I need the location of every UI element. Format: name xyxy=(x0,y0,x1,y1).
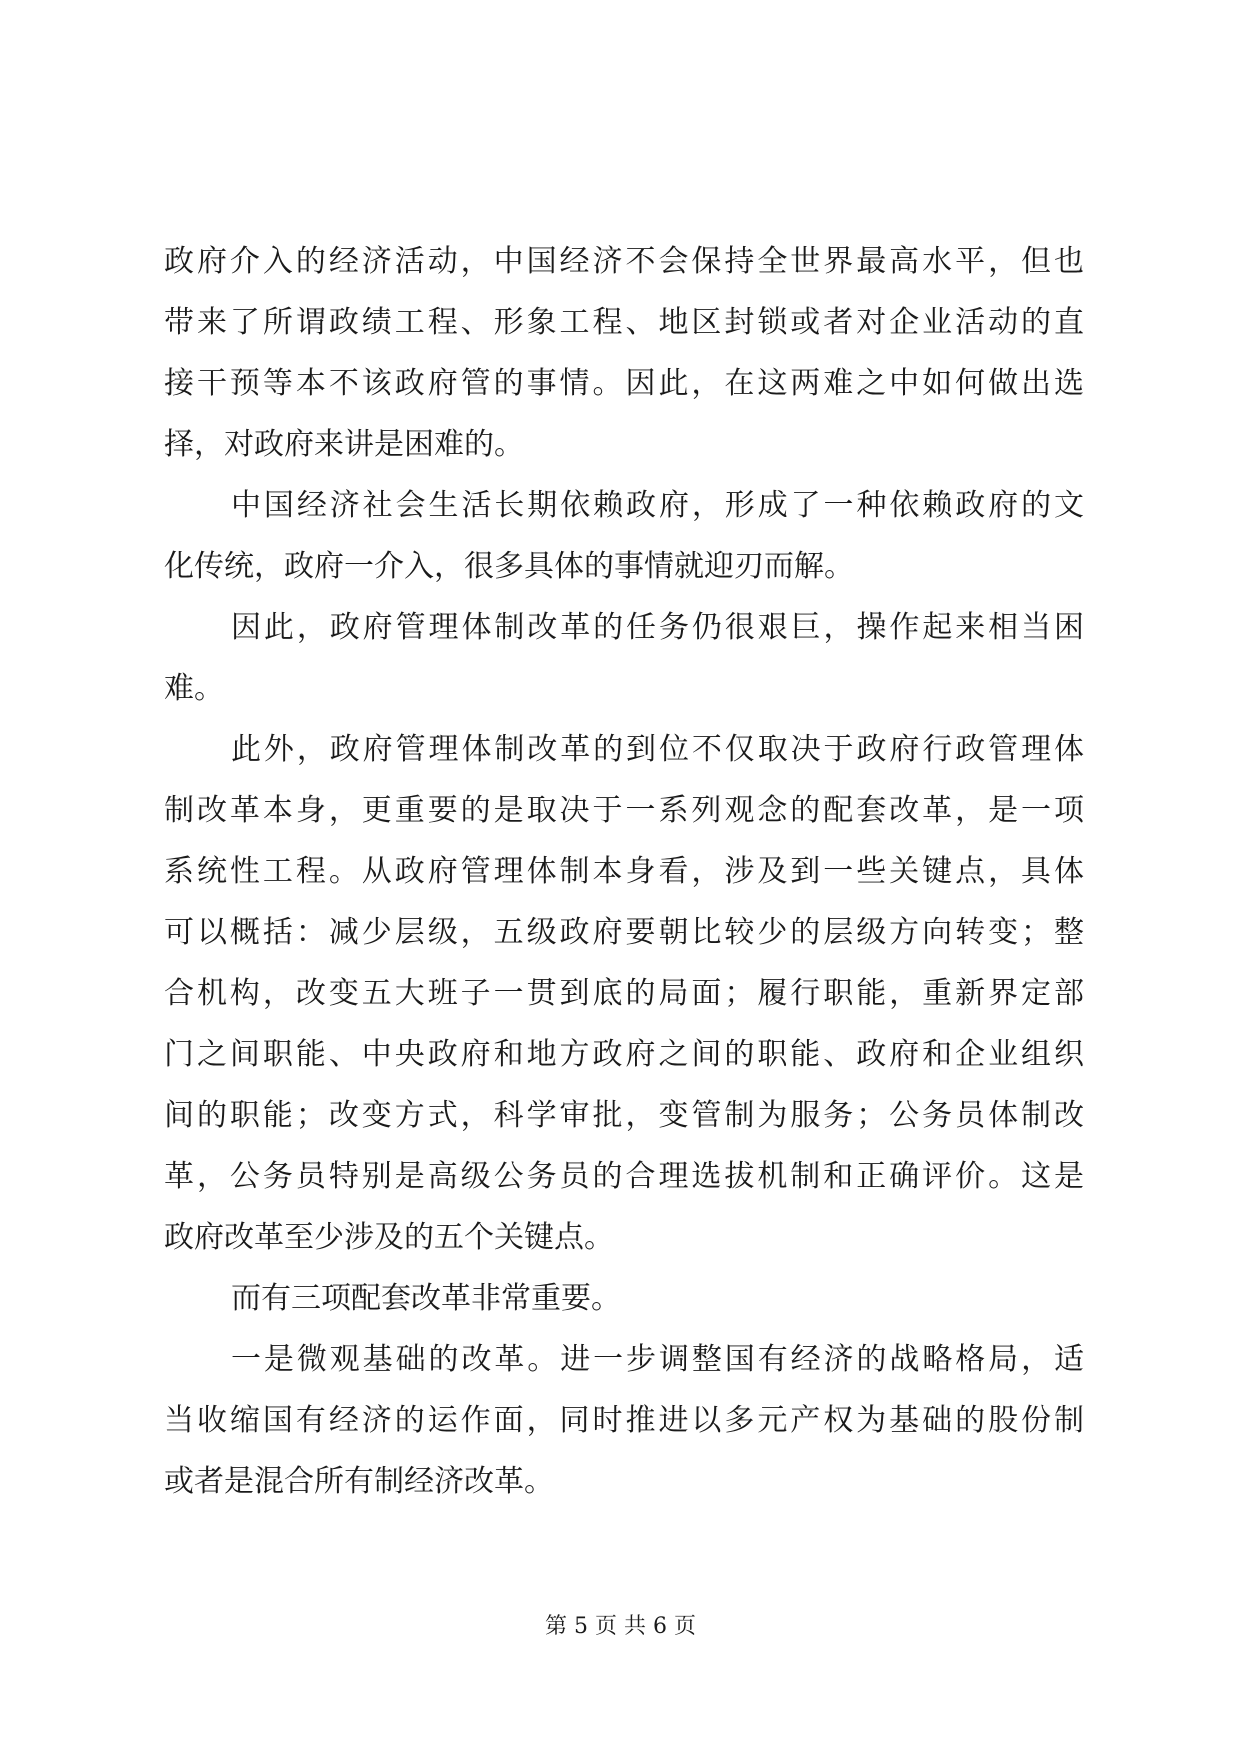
text-line: 制改革本身，更重要的是取决于一系列观念的配套改革，是一项 xyxy=(164,793,1084,828)
text-line: 当收缩国有经济的运作面，同时推进以多元产权为基础的股份制 xyxy=(164,1403,1084,1438)
text-line: 可以概括：减少层级，五级政府要朝比较少的层级方向转变；整 xyxy=(164,915,1084,950)
text-line: 间的职能；改变方式，科学审批，变管制为服务；公务员体制改 xyxy=(164,1098,1084,1133)
page-number-footer: 第 5 页 共 6 页 xyxy=(545,1614,696,1639)
paragraph-first-line: 此外，政府管理体制改革的到位不仅取决于政府行政管理体 xyxy=(231,732,1084,767)
text-line: 门之间职能、中央政府和地方政府之间的职能、政府和企业组织 xyxy=(164,1037,1084,1072)
text-line: 政府介入的经济活动，中国经济不会保持全世界最高水平，但也 xyxy=(164,244,1084,279)
text-line: 择，对政府来讲是困难的。 xyxy=(164,427,524,462)
text-line: 难。 xyxy=(164,671,224,706)
text-line: 或者是混合所有制经济改革。 xyxy=(164,1464,554,1499)
paragraph-first-line: 因此，政府管理体制改革的任务仍很艰巨，操作起来相当困 xyxy=(231,610,1084,645)
paragraph-first-line: 一是微观基础的改革。进一步调整国有经济的战略格局，适 xyxy=(231,1342,1084,1377)
text-line: 合机构，改变五大班子一贯到底的局面；履行职能，重新界定部 xyxy=(164,976,1084,1011)
text-line: 接干预等本不该政府管的事情。因此，在这两难之中如何做出选 xyxy=(164,366,1084,401)
text-line: 化传统，政府一介入，很多具体的事情就迎刃而解。 xyxy=(164,549,854,584)
paragraph-first-line: 而有三项配套改革非常重要。 xyxy=(231,1281,621,1316)
paragraph-first-line: 中国经济社会生活长期依赖政府，形成了一种依赖政府的文 xyxy=(231,488,1084,523)
text-line: 革，公务员特别是高级公务员的合理选拔机制和正确评价。这是 xyxy=(164,1159,1084,1194)
text-line: 带来了所谓政绩工程、形象工程、地区封锁或者对企业活动的直 xyxy=(164,305,1084,340)
text-line: 政府改革至少涉及的五个关键点。 xyxy=(164,1220,614,1255)
text-line: 系统性工程。从政府管理体制本身看，涉及到一些关键点，具体 xyxy=(164,854,1084,889)
